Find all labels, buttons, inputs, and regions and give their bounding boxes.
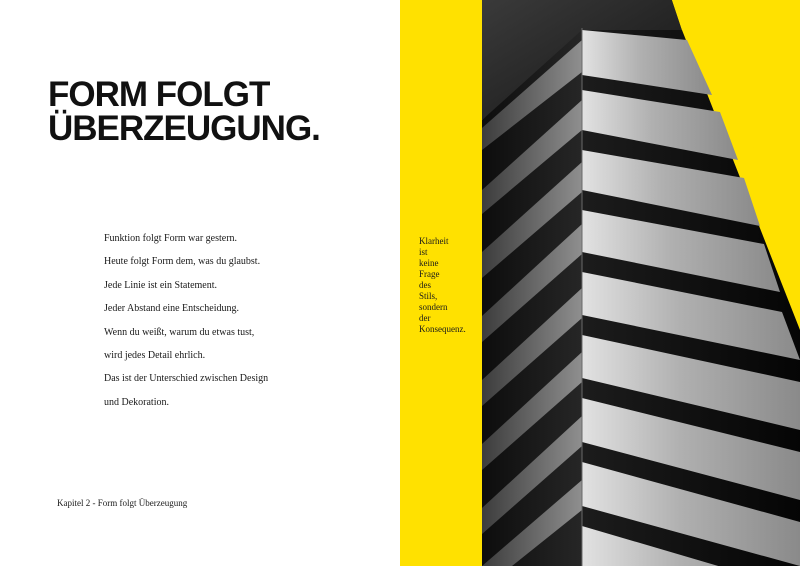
body-line: wird jedes Detail ehrlich. (104, 349, 206, 361)
quote-line: keine (419, 258, 439, 268)
architecture-photo (482, 0, 800, 566)
body-line: Wenn du weißt, warum du etwas tust, (104, 326, 255, 338)
quote-line: Stils, (419, 291, 438, 301)
quote-line: des (419, 280, 431, 290)
body-line: Jeder Abstand eine Entscheidung. (104, 303, 239, 315)
pull-quote (419, 236, 466, 335)
headline (48, 75, 320, 148)
quote-line: sondern (419, 302, 448, 312)
quote-line: Konsequenz. (419, 324, 466, 334)
quote-line: ist (419, 247, 428, 257)
quote-line: Frage (419, 269, 440, 279)
body-line: Jede Linie ist ein Statement. (104, 279, 218, 291)
quote-line: der (419, 313, 431, 323)
body-line: Funktion folgt Form war gestern. (104, 233, 238, 244)
body-line: Das ist der Unterschied zwischen Design (104, 373, 269, 385)
right-page (400, 0, 800, 566)
headline-line-2: ÜBERZEUGUNG. (48, 109, 320, 148)
body-copy (104, 233, 268, 420)
headline-line-1: FORM FOLGT (48, 75, 270, 114)
body-line: und Dekoration. (104, 396, 169, 408)
chapter-footer: Kapitel 2 - Form folgt Überzeugung (57, 498, 188, 508)
body-line: Heute folgt Form dem, was du glaubst. (104, 256, 261, 268)
quote-line: Klarheit (419, 236, 449, 246)
